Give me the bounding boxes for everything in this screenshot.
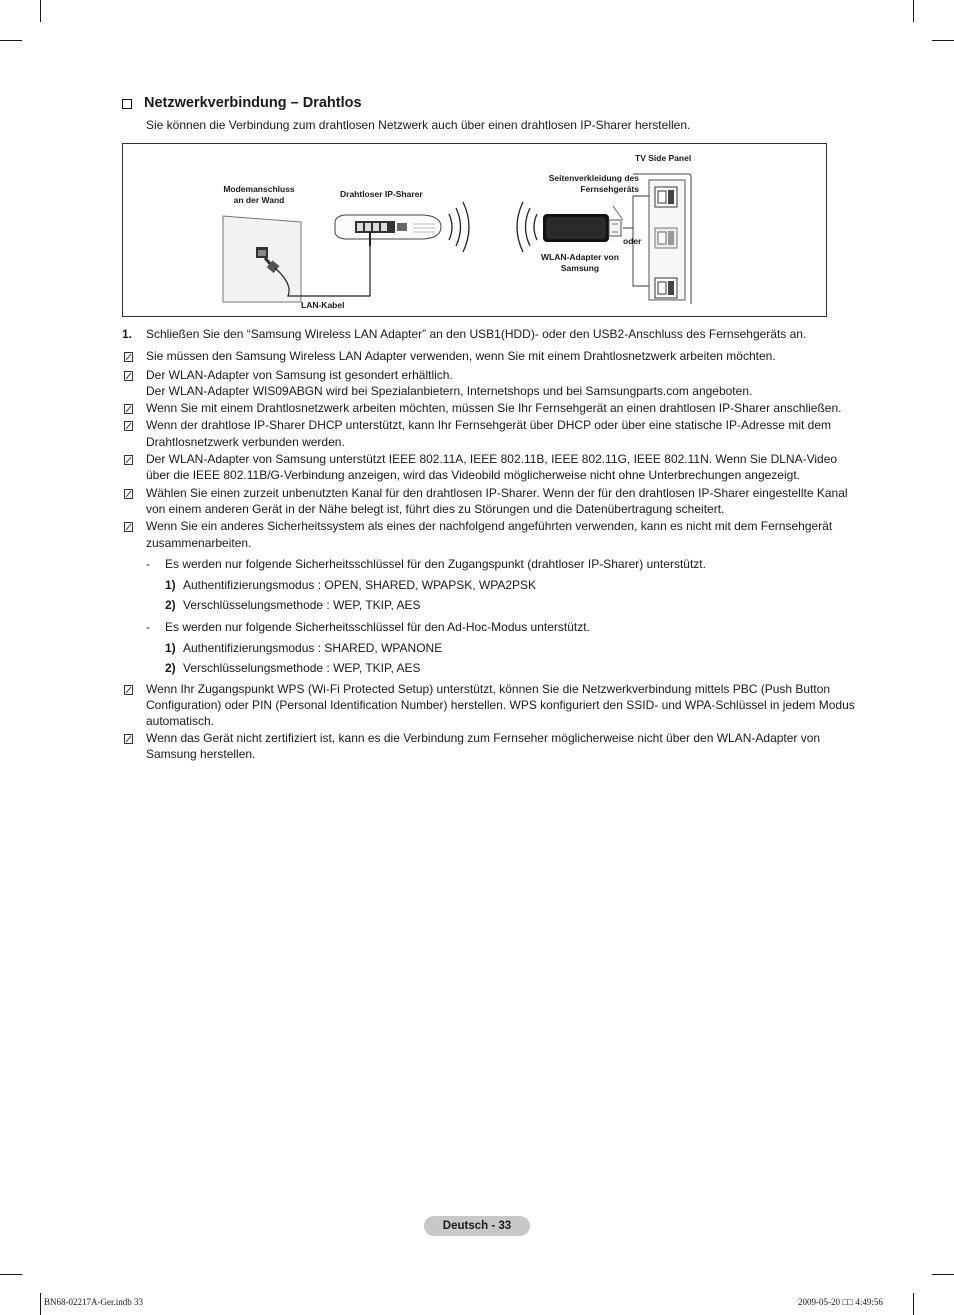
security-adhoc-item: [122, 619, 862, 635]
note-icon: [124, 522, 133, 532]
item-text: Authentifizierungsmodus : SHARED, WPANONE: [183, 641, 443, 656]
item-text: Verschlüsselungsmethode : WEP, TKIP, AES: [183, 661, 421, 676]
tv-side-panel-label: TV Side Panel: [635, 153, 692, 163]
router-signal-icon: [449, 214, 452, 240]
note-item: [122, 730, 862, 763]
wlan-adapter-label-line1: WLAN-Adapter von: [541, 252, 619, 262]
item-text: Authentifizierungsmodus : OPEN, SHARED, WPAPSK, WPA2PSK: [183, 578, 537, 593]
checkbox-bullet-icon: [122, 99, 132, 109]
note-item: [122, 400, 862, 416]
note-icon: [124, 421, 133, 431]
note-item: [122, 518, 862, 551]
note-icon: [124, 371, 133, 381]
security-adhoc-text: Es werden nur folgende Sicherheitsschlüssel für den Ad-Hoc-Modus unterstützt.: [165, 619, 590, 634]
lan-cable-label: LAN-Kabel: [301, 300, 345, 310]
tv-cover-label-line1: Seitenverkleidung des: [548, 173, 639, 183]
note-text: Wenn Sie ein anderes Sicherheitssystem als eines der nachfolgend angeführten verwenden, kann es nicht mit dem Fernsehgerät zusammenarbeiten.: [146, 519, 833, 550]
item-text: Verschlüsselungsmethode : WEP, TKIP, AES: [183, 598, 421, 613]
page-number-badge: Deutsch - 33: [424, 1216, 530, 1236]
item-number: 1): [165, 641, 176, 656]
tv-cover-label: [519, 173, 639, 195]
connection-diagram: [122, 143, 827, 317]
wlan-adapter-label-line2: Samsung: [560, 263, 600, 273]
section-title: [122, 95, 362, 111]
note-text: Wenn Ihr Zugangspunkt WPS (Wi-Fi Protected Setup) unterstützt, können Sie die Netzwerkverbindung mittels PBC (Push Button Configuration) oder PIN (Personal Identification Number) herstellen. WPS konfiguriert den SSID- und WPA-Schlüssel in jedem Modus automatisch.: [146, 681, 855, 729]
note-icon: [124, 489, 133, 499]
note-item: [122, 367, 862, 400]
crop-mark: [932, 1274, 954, 1275]
oder-label: oder: [623, 236, 642, 246]
crop-mark: [913, 0, 914, 22]
note-text: [146, 367, 862, 400]
security-adhoc-encryption: [122, 660, 862, 676]
crop-mark: [40, 0, 41, 22]
note-text: Wenn der drahtlose IP-Sharer DHCP unterstützt, kann Ihr Fernsehgerät über DHCP oder über eine statische IP-Adresse mit dem Drahtlosnetzwerk verbunden werden.: [146, 418, 831, 449]
note-text: Der WLAN-Adapter von Samsung unterstützt IEEE 802.11A, IEEE 802.11B, IEEE 802.11G, IEEE 802.11N. Wenn Sie DLNA-Video über die IEEE 802.11B/G-Verbindung anzeigen, wird das Videobild möglicherweise nicht ohne Unterbrechungen angezeigt.: [146, 452, 838, 483]
security-adhoc-auth: [122, 640, 862, 656]
note-item: [122, 348, 862, 364]
wall-outlet-label-line2: an der Wand: [233, 195, 285, 205]
dash-marker: -: [146, 556, 150, 571]
crop-mark: [40, 1293, 41, 1315]
diagram-artwork: [123, 144, 828, 318]
router-label: Drahtloser IP-Sharer: [340, 189, 423, 199]
note-icon: [124, 352, 133, 362]
note-text-line2: Der WLAN-Adapter WIS09ABGN wird bei Spezialanbietern, Internetshops und bei Samsungparts.com angeboten.: [146, 383, 753, 398]
note-item: [122, 451, 862, 484]
dash-marker: -: [146, 619, 150, 634]
crop-mark: [913, 1293, 914, 1315]
item-number: 1): [165, 578, 176, 593]
step-number: 1.: [122, 327, 133, 341]
note-text: Wählen Sie einen zurzeit unbenutzten Kanal für den drahtlosen IP-Sharer. Wenn der für den drahtlosen IP-Sharer eingestellte Kanal von einem anderen Gerät in der Nähe belegt ist, führt dies zu Störungen und die Datenübertragung scheitert.: [146, 485, 848, 516]
wall-outlet-label: [209, 184, 309, 206]
note-text: Wenn das Gerät nicht zertifiziert ist, kann es die Verbindung zum Fernseher möglicherweise nicht über den WLAN-Adapter von Samsung herstellen.: [146, 730, 821, 761]
note-icon: [124, 734, 133, 744]
security-ap-text: Es werden nur folgende Sicherheitsschlüssel für den Zugangspunkt (drahtloser IP-Sharer) unterstützt.: [165, 556, 706, 571]
note-text: Sie müssen den Samsung Wireless LAN Adapter verwenden, wenn Sie mit einem Drahtlosnetzwerk arbeiten möchten.: [146, 349, 776, 364]
crop-mark: [0, 1274, 22, 1275]
note-icon: [124, 404, 133, 414]
note-icon: [124, 685, 133, 695]
print-timestamp: 2009-05-20 □□ 4:49:56: [798, 1297, 883, 1307]
instructions: [122, 326, 862, 762]
crop-mark: [932, 40, 954, 41]
adapter-signal-icon: [534, 214, 537, 240]
security-ap-item: [122, 556, 862, 572]
security-ap-encryption: [122, 597, 862, 613]
wlan-adapter-label: [527, 252, 633, 274]
step-text: Schließen Sie den “Samsung Wireless LAN Adapter” an den USB1(HDD)- oder den USB2-Anschluss des Fernsehgeräts an.: [146, 327, 807, 341]
note-icon: [124, 455, 133, 465]
security-ap-auth: [122, 577, 862, 593]
wall-outlet-label-line1: Modemanschluss: [223, 184, 295, 194]
item-number: 2): [165, 598, 176, 613]
note-text-line1: Der WLAN-Adapter von Samsung ist gesondert erhältlich.: [146, 367, 453, 382]
section-title-text: Netzwerkverbindung – Drahtlos: [144, 95, 362, 111]
file-info: BN68-02217A-Ger.indb 33: [44, 1297, 143, 1307]
crop-mark: [0, 40, 22, 41]
note-item: [122, 417, 862, 450]
note-item: [122, 681, 862, 730]
intro-text: Sie können die Verbindung zum drahtlosen Netzwerk auch über einen drahtlosen IP-Sharer herstellen.: [146, 118, 691, 132]
step-1: [122, 326, 862, 342]
tv-cover-label-line2: Fernsehgeräts: [580, 184, 639, 194]
note-item: [122, 485, 862, 518]
item-number: 2): [165, 661, 176, 676]
note-text: Wenn Sie mit einem Drahtlosnetzwerk arbeiten möchten, müssen Sie Ihr Fernsehgerät an einen drahtlosen IP-Sharer anschließen.: [146, 401, 842, 416]
